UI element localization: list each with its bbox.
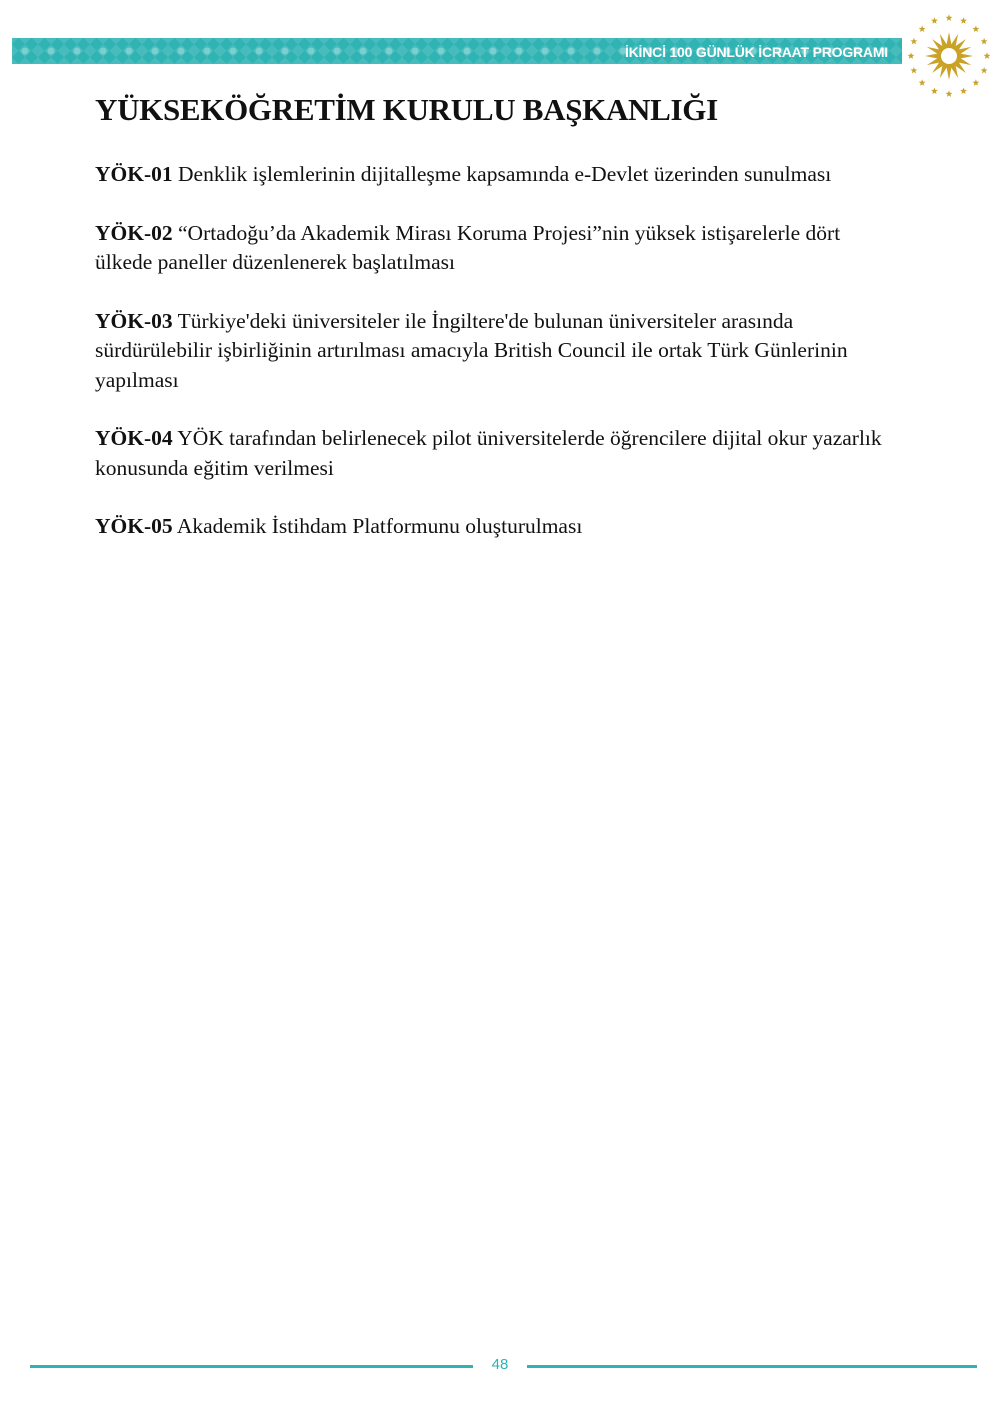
action-item-code: YÖK-01 (95, 162, 173, 186)
emblem-star (984, 52, 991, 59)
emblem-star (946, 90, 953, 97)
action-item-text: Akademik İstihdam Platformunu oluşturulması (176, 514, 583, 538)
action-item (95, 307, 895, 396)
program-label: İKİNCİ 100 GÜNLÜK İCRAAT PROGRAMI (624, 44, 888, 60)
emblem-star (919, 26, 926, 33)
emblem-star (981, 67, 988, 74)
emblem-star (972, 26, 979, 33)
emblem-star (908, 52, 915, 59)
action-item (95, 424, 895, 483)
emblem-star (910, 67, 917, 74)
action-item (95, 512, 895, 542)
action-item-code: YÖK-03 (95, 308, 173, 333)
action-item-code: YÖK-04 (95, 426, 173, 450)
emblem-star (960, 17, 967, 24)
emblem-star (919, 79, 926, 86)
page-number: 48 (491, 1356, 509, 1373)
action-item (95, 219, 895, 278)
header-band (12, 38, 902, 64)
emblem-star (946, 14, 953, 21)
footer-divider-left (30, 1365, 473, 1368)
emblem-star (981, 38, 988, 45)
emblem-star (931, 17, 938, 24)
action-item-text: YÖK tarafından belirlenecek pilot üniversitelerde öğrencilere dijital okur yazarlık konusunda eğitim verilmesi (95, 426, 882, 480)
footer-divider-right (527, 1365, 977, 1368)
action-item-code: YÖK-05 (95, 514, 173, 538)
action-item-list (95, 160, 895, 571)
action-item (95, 160, 895, 190)
emblem-star (931, 88, 938, 95)
presidential-sun-emblem-icon (905, 12, 993, 100)
emblem-star (910, 38, 917, 45)
emblem-star (972, 79, 979, 86)
action-item-code: YÖK-02 (95, 220, 173, 245)
emblem-star (960, 88, 967, 95)
action-item-text: Denklik işlemlerinin dijitalleşme kapsamında e-Devlet üzerinden sunulması (178, 162, 832, 186)
sun-core (940, 47, 958, 65)
action-item-text: Türkiye'deki üniversiteler ile İngiltere'de bulunan üniversiteler arasında sürdürülebilir işbirliğinin artırılması amacıyla British Council ile ortak Türk Günlerinin yapılması (95, 308, 848, 392)
action-item-text: “Ortadoğu’da Akademik Mirası Koruma Projesi”nin yüksek istişarelerle dört ülkede paneller düzenlenerek başlatılması (95, 220, 841, 274)
page-title: YÜKSEKÖĞRETİM KURULU BAŞKANLIĞI (95, 92, 718, 127)
